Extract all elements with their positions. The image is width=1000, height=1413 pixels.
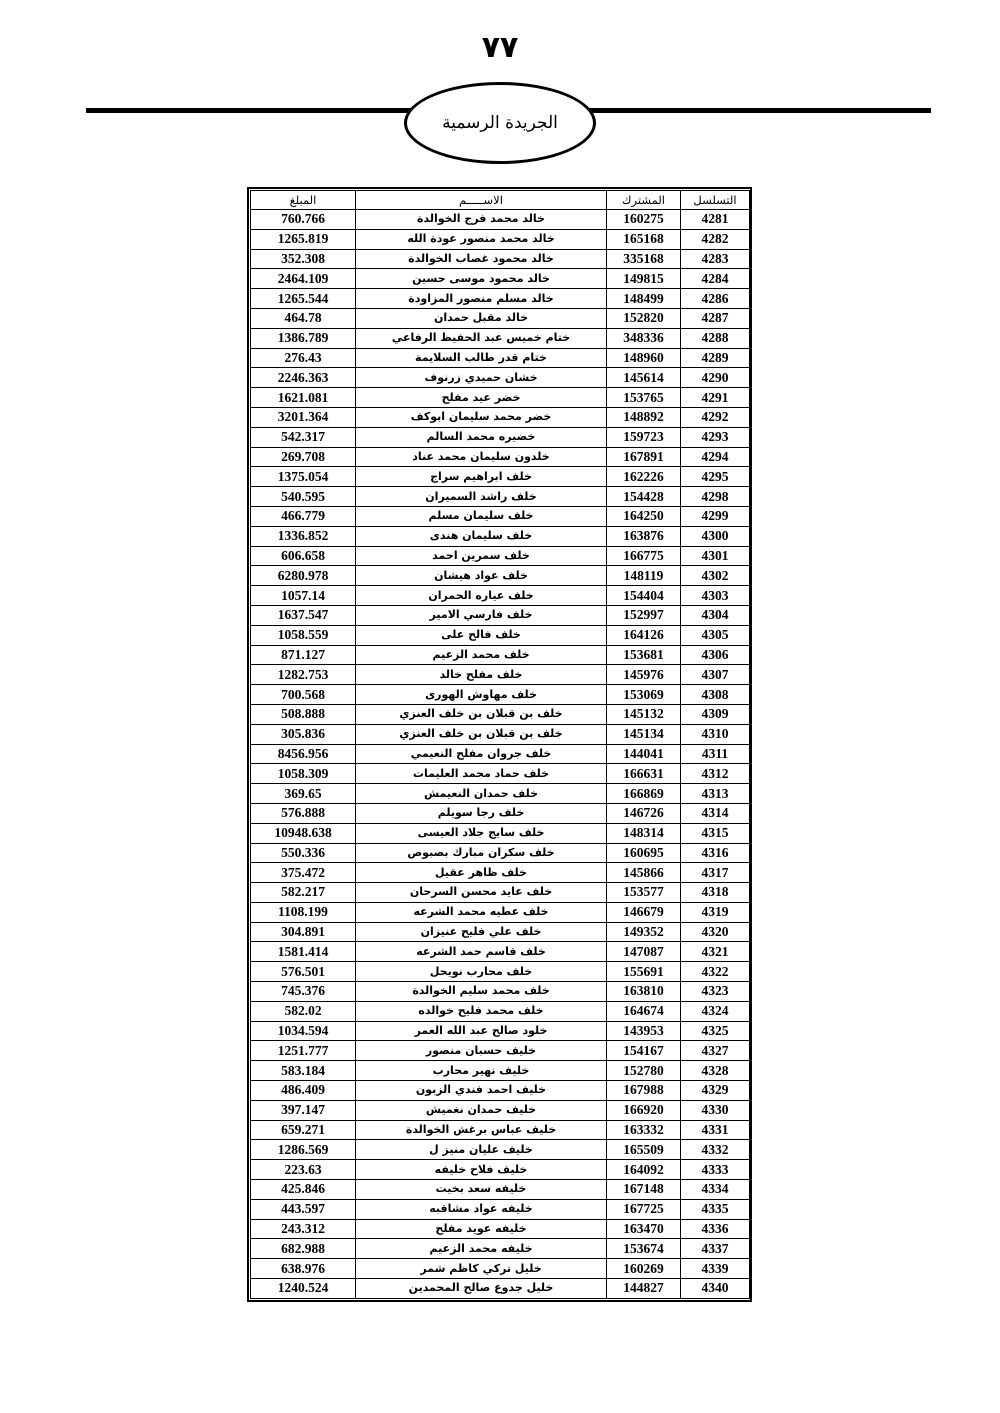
- gazette-title: الجريدة الرسمية: [442, 113, 558, 133]
- cell-amount: 1265.819: [251, 229, 356, 249]
- table-row: [251, 843, 750, 863]
- cell-subscriber: 164250: [607, 506, 681, 526]
- cell-amount: 243.312: [251, 1219, 356, 1239]
- cell-amount: 369.65: [251, 784, 356, 804]
- table-row: [251, 546, 750, 566]
- table-row: [251, 289, 750, 309]
- cell-subscriber: 164092: [607, 1160, 681, 1180]
- cell-amount: 583.184: [251, 1061, 356, 1081]
- cell-serial: 4322: [681, 962, 750, 982]
- table-row: [251, 1140, 750, 1160]
- cell-name: خلف رجا سويلم: [356, 803, 607, 823]
- cell-subscriber: 148892: [607, 407, 681, 427]
- cell-serial: 4315: [681, 823, 750, 843]
- cell-amount: 1108.199: [251, 902, 356, 922]
- cell-name: خلف مهاوش الهورى: [356, 685, 607, 705]
- header-oval: [404, 82, 596, 164]
- table-row: [251, 308, 750, 328]
- cell-amount: 1265.544: [251, 289, 356, 309]
- cell-serial: 4313: [681, 784, 750, 804]
- table-row: [251, 1219, 750, 1239]
- cell-amount: 582.02: [251, 1001, 356, 1021]
- table-row: [251, 487, 750, 507]
- cell-amount: 304.891: [251, 922, 356, 942]
- cell-name: خلف سمرين احمد: [356, 546, 607, 566]
- table-row: [251, 1160, 750, 1180]
- cell-subscriber: 144827: [607, 1279, 681, 1299]
- cell-name: خلف محارب نويحل: [356, 962, 607, 982]
- cell-name: خلف عايد محسن السرحان: [356, 883, 607, 903]
- cell-subscriber: 145134: [607, 724, 681, 744]
- cell-serial: 4307: [681, 665, 750, 685]
- cell-name: خلف راشد السميران: [356, 487, 607, 507]
- table-row: [251, 526, 750, 546]
- cell-amount: 1240.524: [251, 1279, 356, 1299]
- cell-serial: 4306: [681, 645, 750, 665]
- cell-amount: 542.317: [251, 427, 356, 447]
- cell-serial: 4324: [681, 1001, 750, 1021]
- cell-serial: 4284: [681, 269, 750, 289]
- cell-serial: 4331: [681, 1120, 750, 1140]
- cell-serial: 4311: [681, 744, 750, 764]
- cell-amount: 1057.14: [251, 586, 356, 606]
- cell-subscriber: 148119: [607, 566, 681, 586]
- cell-name: خضر عيد مفلح: [356, 388, 607, 408]
- cell-serial: 4303: [681, 586, 750, 606]
- cell-subscriber: 154404: [607, 586, 681, 606]
- cell-amount: 576.501: [251, 962, 356, 982]
- cell-name: خلف سكران مبارك بصبوص: [356, 843, 607, 863]
- cell-subscriber: 147087: [607, 942, 681, 962]
- cell-subscriber: 167148: [607, 1180, 681, 1200]
- cell-amount: 1637.547: [251, 605, 356, 625]
- table-row: [251, 665, 750, 685]
- cell-subscriber: 160275: [607, 210, 681, 230]
- cell-amount: 1386.789: [251, 328, 356, 348]
- table-row: [251, 1061, 750, 1081]
- cell-subscriber: 145866: [607, 863, 681, 883]
- table-row: [251, 269, 750, 289]
- cell-subscriber: 159723: [607, 427, 681, 447]
- cell-subscriber: 145614: [607, 368, 681, 388]
- cell-amount: 582.217: [251, 883, 356, 903]
- table-row: [251, 210, 750, 230]
- cell-name: خلف محمد الزعيم: [356, 645, 607, 665]
- table-row: [251, 764, 750, 784]
- table-header-row: [251, 191, 750, 210]
- cell-serial: 4293: [681, 427, 750, 447]
- cell-name: خلف ابراهيم سراج: [356, 467, 607, 487]
- cell-subscriber: 154428: [607, 487, 681, 507]
- table-row: [251, 922, 750, 942]
- cell-name: خلود صالح عبد الله العمر: [356, 1021, 607, 1041]
- table-row: [251, 427, 750, 447]
- cell-serial: 4327: [681, 1041, 750, 1061]
- cell-amount: 397.147: [251, 1100, 356, 1120]
- cell-subscriber: 153069: [607, 685, 681, 705]
- cell-subscriber: 163470: [607, 1219, 681, 1239]
- column-header-amount: المبلغ: [251, 191, 356, 210]
- cell-amount: 2246.363: [251, 368, 356, 388]
- cell-name: خضر محمد سليمان ابوكف: [356, 407, 607, 427]
- cell-name: خالد محمد منصور عودة الله: [356, 229, 607, 249]
- cell-amount: 1621.081: [251, 388, 356, 408]
- cell-name: خلف حمدان النعيمش: [356, 784, 607, 804]
- cell-name: خلف مفلح خالد: [356, 665, 607, 685]
- cell-subscriber: 143953: [607, 1021, 681, 1041]
- cell-serial: 4291: [681, 388, 750, 408]
- cell-subscriber: 153681: [607, 645, 681, 665]
- cell-name: خلف ظاهر عقيل: [356, 863, 607, 883]
- cell-amount: 10948.638: [251, 823, 356, 843]
- cell-subscriber: 152820: [607, 308, 681, 328]
- cell-amount: 659.271: [251, 1120, 356, 1140]
- data-table: [250, 190, 750, 1299]
- cell-amount: 508.888: [251, 704, 356, 724]
- cell-serial: 4304: [681, 605, 750, 625]
- cell-name: خليل جدوع صالح المحمدين: [356, 1279, 607, 1299]
- cell-serial: 4294: [681, 447, 750, 467]
- cell-subscriber: 167891: [607, 447, 681, 467]
- cell-name: خلف بن قبلان بن خلف العنزي: [356, 704, 607, 724]
- cell-amount: 8456.956: [251, 744, 356, 764]
- cell-name: خلف سليمان هندى: [356, 526, 607, 546]
- cell-subscriber: 145976: [607, 665, 681, 685]
- cell-name: خلف بن قبلان بن خلف العنزي: [356, 724, 607, 744]
- cell-name: خلف حماد محمد العليمات: [356, 764, 607, 784]
- cell-amount: 375.472: [251, 863, 356, 883]
- cell-amount: 425.846: [251, 1180, 356, 1200]
- table-row: [251, 823, 750, 843]
- table-row: [251, 784, 750, 804]
- cell-subscriber: 148499: [607, 289, 681, 309]
- cell-serial: 4302: [681, 566, 750, 586]
- cell-subscriber: 145132: [607, 704, 681, 724]
- cell-serial: 4335: [681, 1199, 750, 1219]
- cell-name: خلف محمد سليم الخوالدة: [356, 982, 607, 1002]
- table-row: [251, 744, 750, 764]
- column-header-name: الاســـــم: [356, 191, 607, 210]
- cell-serial: 4339: [681, 1259, 750, 1279]
- cell-serial: 4337: [681, 1239, 750, 1259]
- table-row: [251, 902, 750, 922]
- cell-amount: 576.888: [251, 803, 356, 823]
- cell-name: خلف عواد هيشان: [356, 566, 607, 586]
- cell-serial: 4308: [681, 685, 750, 705]
- cell-serial: 4314: [681, 803, 750, 823]
- table-row: [251, 348, 750, 368]
- cell-amount: 700.568: [251, 685, 356, 705]
- cell-name: خلف جروان مفلح النعيمي: [356, 744, 607, 764]
- cell-serial: 4299: [681, 506, 750, 526]
- cell-serial: 4305: [681, 625, 750, 645]
- table-row: [251, 704, 750, 724]
- cell-amount: 638.976: [251, 1259, 356, 1279]
- column-header-serial: التسلسل: [681, 191, 750, 210]
- data-table-frame: [247, 187, 752, 1302]
- cell-serial: 4292: [681, 407, 750, 427]
- cell-amount: 1058.559: [251, 625, 356, 645]
- cell-subscriber: 152997: [607, 605, 681, 625]
- cell-subscriber: 160269: [607, 1259, 681, 1279]
- table-row: [251, 1021, 750, 1041]
- table-row: [251, 368, 750, 388]
- page-number: ٧٧: [481, 30, 519, 65]
- cell-subscriber: 148314: [607, 823, 681, 843]
- table-row: [251, 1001, 750, 1021]
- cell-subscriber: 144041: [607, 744, 681, 764]
- cell-amount: 745.376: [251, 982, 356, 1002]
- cell-subscriber: 153765: [607, 388, 681, 408]
- cell-subscriber: 348336: [607, 328, 681, 348]
- cell-subscriber: 335168: [607, 249, 681, 269]
- cell-subscriber: 153674: [607, 1239, 681, 1259]
- table-row: [251, 1041, 750, 1061]
- cell-subscriber: 163810: [607, 982, 681, 1002]
- cell-name: خلف سايج جلاد العيسى: [356, 823, 607, 843]
- cell-name: خليف حمدان نغميش: [356, 1100, 607, 1120]
- cell-subscriber: 166920: [607, 1100, 681, 1120]
- cell-name: ختام قدر طالب السلايمة: [356, 348, 607, 368]
- table-row: [251, 506, 750, 526]
- cell-name: ختام خميس عبد الحفيظ الرفاعي: [356, 328, 607, 348]
- cell-amount: 871.127: [251, 645, 356, 665]
- cell-name: خالد محمد فرج الخوالدة: [356, 210, 607, 230]
- cell-serial: 4325: [681, 1021, 750, 1041]
- cell-name: خلدون سليمان محمد عناد: [356, 447, 607, 467]
- cell-serial: 4309: [681, 704, 750, 724]
- table-row: [251, 942, 750, 962]
- cell-subscriber: 152780: [607, 1061, 681, 1081]
- table-row: [251, 685, 750, 705]
- cell-serial: 4316: [681, 843, 750, 863]
- cell-serial: 4283: [681, 249, 750, 269]
- cell-name: خليفه عواد مشاقبه: [356, 1199, 607, 1219]
- cell-serial: 4301: [681, 546, 750, 566]
- cell-serial: 4281: [681, 210, 750, 230]
- cell-amount: 1581.414: [251, 942, 356, 962]
- cell-amount: 6280.978: [251, 566, 356, 586]
- table-row: [251, 982, 750, 1002]
- cell-name: خليف فلاح خليفه: [356, 1160, 607, 1180]
- cell-subscriber: 167725: [607, 1199, 681, 1219]
- cell-subscriber: 155691: [607, 962, 681, 982]
- table-row: [251, 447, 750, 467]
- cell-name: خليف نهير محارب: [356, 1061, 607, 1081]
- cell-serial: 4320: [681, 922, 750, 942]
- cell-subscriber: 162226: [607, 467, 681, 487]
- cell-subscriber: 148960: [607, 348, 681, 368]
- cell-name: خشان حميدي زرنوف: [356, 368, 607, 388]
- cell-serial: 4340: [681, 1279, 750, 1299]
- cell-amount: 2464.109: [251, 269, 356, 289]
- table-row: [251, 586, 750, 606]
- cell-name: خلف عطيه محمد الشرعه: [356, 902, 607, 922]
- table-row: [251, 1100, 750, 1120]
- cell-amount: 1251.777: [251, 1041, 356, 1061]
- cell-subscriber: 163332: [607, 1120, 681, 1140]
- cell-subscriber: 149815: [607, 269, 681, 289]
- cell-serial: 4288: [681, 328, 750, 348]
- table-row: [251, 467, 750, 487]
- cell-name: خليف حسبان منصور: [356, 1041, 607, 1061]
- table-row: [251, 1279, 750, 1299]
- column-header-subscriber: المشترك: [607, 191, 681, 210]
- table-row: [251, 1259, 750, 1279]
- table-row: [251, 883, 750, 903]
- cell-subscriber: 165509: [607, 1140, 681, 1160]
- cell-amount: 276.43: [251, 348, 356, 368]
- cell-amount: 464.78: [251, 308, 356, 328]
- cell-name: خليف عليان منيز ل: [356, 1140, 607, 1160]
- cell-amount: 486.409: [251, 1081, 356, 1101]
- table-row: [251, 566, 750, 586]
- cell-serial: 4290: [681, 368, 750, 388]
- cell-subscriber: 164674: [607, 1001, 681, 1021]
- cell-serial: 4329: [681, 1081, 750, 1101]
- cell-subscriber: 146679: [607, 902, 681, 922]
- table-row: [251, 625, 750, 645]
- table-row: [251, 407, 750, 427]
- cell-serial: 4286: [681, 289, 750, 309]
- cell-amount: 3201.364: [251, 407, 356, 427]
- cell-amount: 682.988: [251, 1239, 356, 1259]
- cell-serial: 4298: [681, 487, 750, 507]
- cell-name: خليفه سعد بخيت: [356, 1180, 607, 1200]
- table-row: [251, 328, 750, 348]
- cell-subscriber: 153577: [607, 883, 681, 903]
- cell-subscriber: 166631: [607, 764, 681, 784]
- cell-subscriber: 164126: [607, 625, 681, 645]
- cell-name: خليفه محمد الزعيم: [356, 1239, 607, 1259]
- cell-serial: 4282: [681, 229, 750, 249]
- cell-subscriber: 149352: [607, 922, 681, 942]
- cell-name: خلف محمد فليح خوالده: [356, 1001, 607, 1021]
- cell-amount: 305.836: [251, 724, 356, 744]
- cell-serial: 4330: [681, 1100, 750, 1120]
- cell-amount: 550.336: [251, 843, 356, 863]
- table-row: [251, 605, 750, 625]
- table-row: [251, 1239, 750, 1259]
- cell-name: خلف فالح على: [356, 625, 607, 645]
- cell-serial: 4295: [681, 467, 750, 487]
- table-row: [251, 1120, 750, 1140]
- cell-amount: 1286.569: [251, 1140, 356, 1160]
- cell-subscriber: 166869: [607, 784, 681, 804]
- cell-serial: 4317: [681, 863, 750, 883]
- cell-subscriber: 163876: [607, 526, 681, 546]
- cell-name: خلف علي فليح عنيزان: [356, 922, 607, 942]
- cell-subscriber: 165168: [607, 229, 681, 249]
- cell-amount: 540.595: [251, 487, 356, 507]
- table-row: [251, 229, 750, 249]
- cell-serial: 4300: [681, 526, 750, 546]
- cell-serial: 4287: [681, 308, 750, 328]
- cell-serial: 4332: [681, 1140, 750, 1160]
- cell-name: خليف احمد فندي الزبون: [356, 1081, 607, 1101]
- cell-subscriber: 160695: [607, 843, 681, 863]
- cell-amount: 269.708: [251, 447, 356, 467]
- table-row: [251, 645, 750, 665]
- cell-subscriber: 146726: [607, 803, 681, 823]
- cell-serial: 4328: [681, 1061, 750, 1081]
- cell-amount: 223.63: [251, 1160, 356, 1180]
- table-row: [251, 1199, 750, 1219]
- table-row: [251, 803, 750, 823]
- cell-name: خضيره محمد السالم: [356, 427, 607, 447]
- cell-serial: 4318: [681, 883, 750, 903]
- cell-name: خالد مقبل حمدان: [356, 308, 607, 328]
- cell-name: خليف عباس برغش الخوالدة: [356, 1120, 607, 1140]
- cell-name: خالد مسلم منصور المزاودة: [356, 289, 607, 309]
- cell-name: خلف سليمان مسلم: [356, 506, 607, 526]
- cell-serial: 4312: [681, 764, 750, 784]
- cell-subscriber: 167988: [607, 1081, 681, 1101]
- cell-name: خليفه عويد مفلح: [356, 1219, 607, 1239]
- cell-name: خليل تركي كاظم شمر: [356, 1259, 607, 1279]
- cell-subscriber: 154167: [607, 1041, 681, 1061]
- cell-amount: 1282.753: [251, 665, 356, 685]
- cell-subscriber: 166775: [607, 546, 681, 566]
- cell-name: خالد محمود غصاب الخوالدة: [356, 249, 607, 269]
- cell-name: خلف قاسم حمد الشرعه: [356, 942, 607, 962]
- cell-serial: 4289: [681, 348, 750, 368]
- cell-amount: 443.597: [251, 1199, 356, 1219]
- table-row: [251, 724, 750, 744]
- cell-amount: 760.766: [251, 210, 356, 230]
- cell-serial: 4310: [681, 724, 750, 744]
- cell-serial: 4336: [681, 1219, 750, 1239]
- table-row: [251, 388, 750, 408]
- cell-amount: 1375.054: [251, 467, 356, 487]
- table-row: [251, 962, 750, 982]
- table-row: [251, 1180, 750, 1200]
- cell-name: خلف عياره الحمران: [356, 586, 607, 606]
- cell-serial: 4321: [681, 942, 750, 962]
- cell-name: خالد محمود موسى حسين: [356, 269, 607, 289]
- table-row: [251, 863, 750, 883]
- cell-serial: 4319: [681, 902, 750, 922]
- cell-serial: 4334: [681, 1180, 750, 1200]
- cell-amount: 606.658: [251, 546, 356, 566]
- cell-amount: 1336.852: [251, 526, 356, 546]
- table-row: [251, 249, 750, 269]
- cell-name: خلف فارسي الامير: [356, 605, 607, 625]
- cell-amount: 1034.594: [251, 1021, 356, 1041]
- cell-serial: 4333: [681, 1160, 750, 1180]
- cell-amount: 1058.309: [251, 764, 356, 784]
- cell-serial: 4323: [681, 982, 750, 1002]
- cell-amount: 466.779: [251, 506, 356, 526]
- table-row: [251, 1081, 750, 1101]
- cell-amount: 352.308: [251, 249, 356, 269]
